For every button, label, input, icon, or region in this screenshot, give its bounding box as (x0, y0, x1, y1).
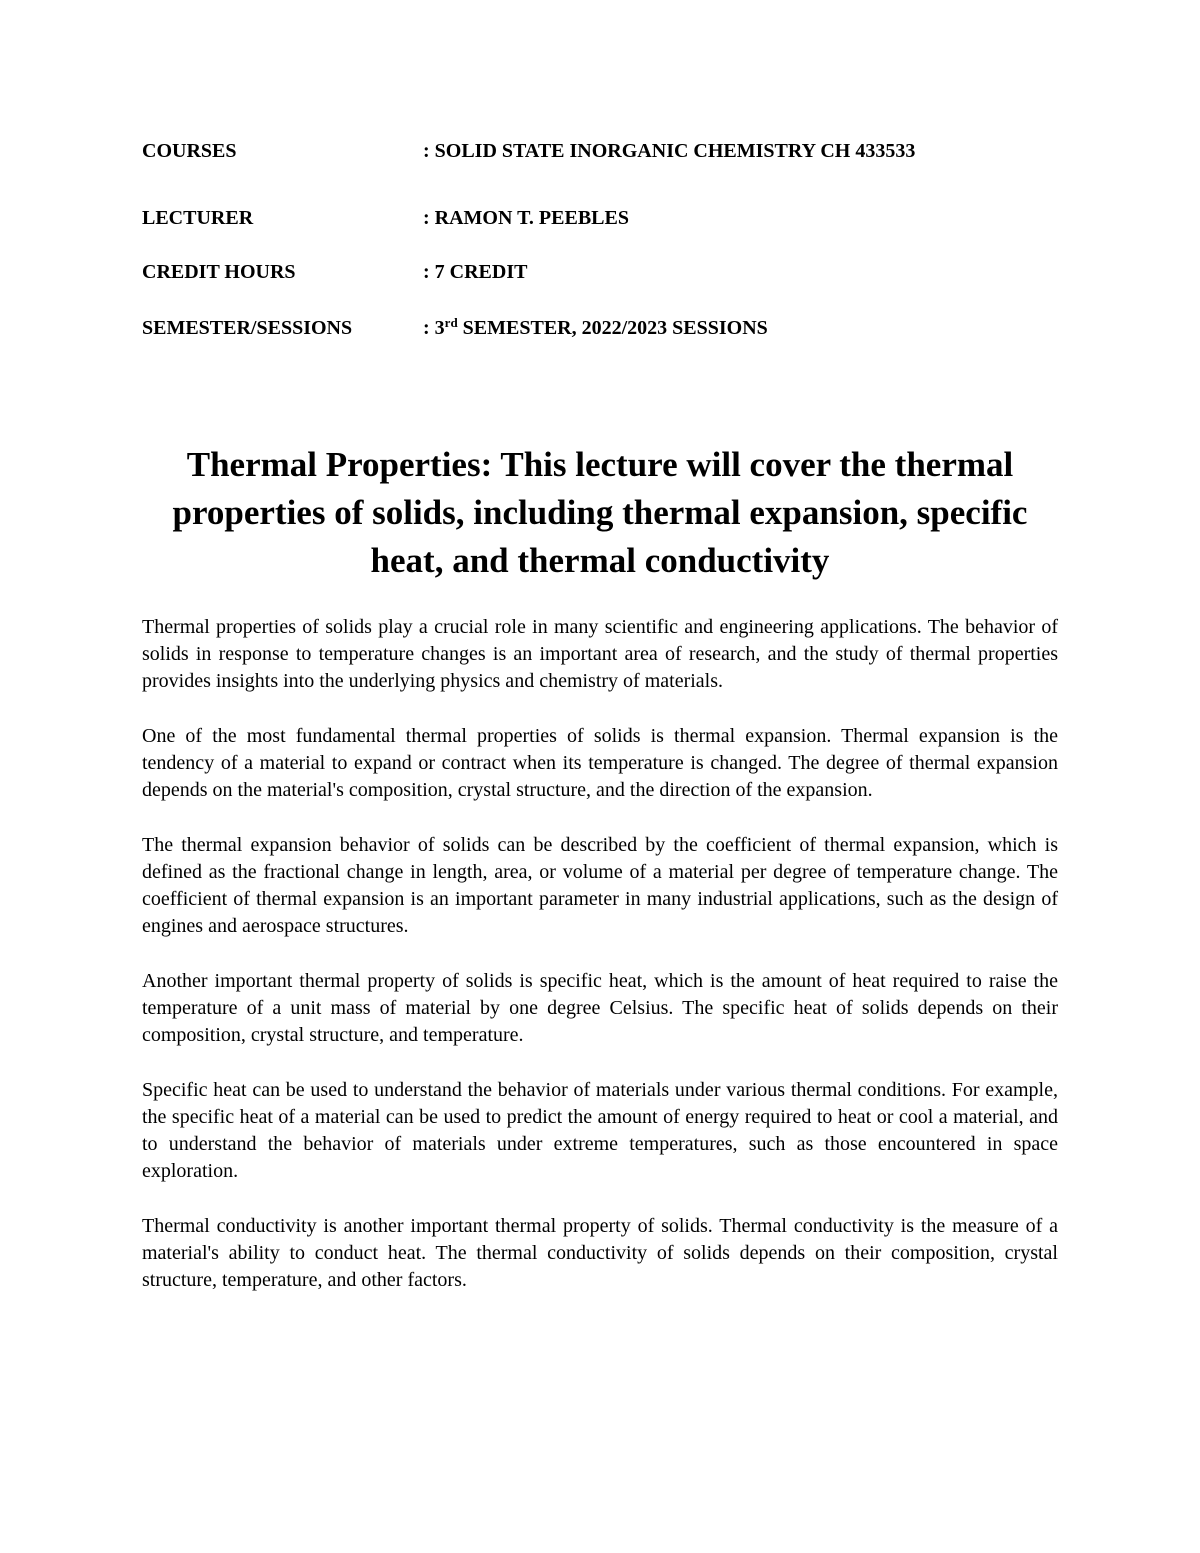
semester-value-suffix: SEMESTER, 2022/2023 SESSIONS (457, 317, 768, 339)
body-paragraph: Thermal properties of solids play a crucial role in many scientific and engineering applications. The behavior of solids in response to temperature changes is an important area of research, and the study of thermal properties provides insights into the underlying physics and chemistry of materials. (142, 616, 1058, 692)
lecturer-value: : RAMON T. PEEBLES (423, 207, 629, 229)
body-paragraph: Thermal conductivity is another important thermal property of solids. Thermal conductivity is the measure of a material's ability to conduct heat. The thermal conductivity of solids depends on their composition, crystal structure, temperature, and other factors. (142, 1215, 1058, 1291)
credit-hours-label: CREDIT HOURS (142, 261, 296, 283)
courses-value: : SOLID STATE INORGANIC CHEMISTRY CH 433533 (423, 140, 916, 162)
body-paragraph: Specific heat can be used to understand the behavior of materials under various thermal conditions. For example, the specific heat of a material can be used to predict the amount of energy required to heat or cool a material, and to understand the behavior of materials under extreme temperatures, such as those encountered in space exploration. (142, 1079, 1058, 1182)
semester-value (423, 317, 768, 340)
semester-value-prefix: : 3 (423, 317, 445, 339)
lecture-title: Thermal Properties: This lecture will cover the thermal properties of solids, including thermal expansion, specific heat, and thermal conductivity (172, 445, 1028, 580)
body-paragraph: One of the most fundamental thermal properties of solids is thermal expansion. Thermal expansion is the tendency of a material to expand or contract when its temperature is changed. The degree of thermal expansion depends on the material's composition, crystal structure, and the direction of the expansion. (142, 725, 1058, 801)
semester-ordinal-superscript: rd (444, 315, 458, 330)
lecturer-label: LECTURER (142, 207, 254, 229)
course-info-row-credit-hours (142, 261, 1062, 285)
course-info-row-lecturer (142, 207, 1062, 231)
course-info-block (142, 140, 1062, 341)
lecture-body (142, 614, 1058, 1322)
course-info-row-semester (142, 317, 1062, 341)
body-paragraph: Another important thermal property of solids is specific heat, which is the amount of heat required to raise the temperature of a unit mass of material by one degree Celsius. The specific heat of solids depends on their composition, crystal structure, and temperature. (142, 970, 1058, 1046)
credit-hours-value: : 7 CREDIT (423, 261, 528, 283)
semester-label: SEMESTER/SESSIONS (142, 317, 353, 339)
courses-label: COURSES (142, 140, 237, 162)
course-info-row-courses (142, 140, 1062, 164)
body-paragraph: The thermal expansion behavior of solids can be described by the coefficient of thermal expansion, which is defined as the fractional change in length, area, or volume of a material per degree of temperature change. The coefficient of thermal expansion is an important parameter in many industrial applications, such as the design of engines and aerospace structures. (142, 834, 1058, 937)
